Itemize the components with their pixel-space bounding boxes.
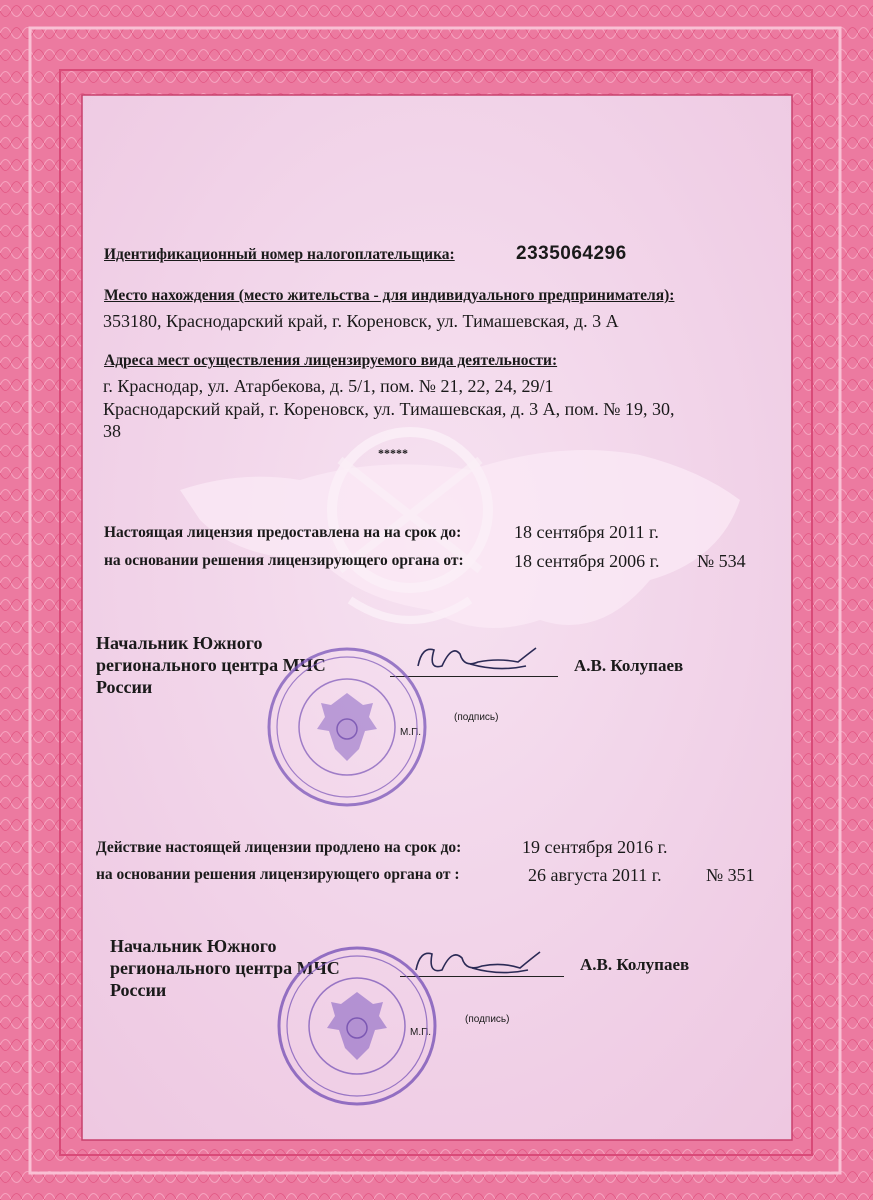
license-term-value: 18 сентября 2011 г. — [514, 522, 659, 542]
inn-value: 2335064296 — [516, 243, 627, 264]
license-basis-label: на основании решения лицензирующего органа от: — [104, 552, 464, 569]
official-stamp-2 — [275, 944, 440, 1109]
addresses-label: Адреса мест осуществления лицензируемого вида деятельности: — [104, 352, 558, 369]
extension-basis-date: 26 августа 2011 г. — [528, 865, 662, 885]
official-stamp-1 — [265, 645, 430, 810]
license-basis-number: № 534 — [697, 551, 746, 571]
signatory-name-2: А.В. Колупаев — [580, 955, 690, 974]
location-value: 353180, Краснодарский край, г. Кореновск, ул. Тимашевская, д. 3 А — [103, 311, 619, 331]
separator-stars: ***** — [378, 446, 408, 460]
stamp-caption-1: М.П. — [400, 727, 422, 738]
sign-caption-2: (подпись) — [465, 1014, 510, 1025]
signatory-name-1: А.В. Колупаев — [574, 656, 684, 675]
extension-basis-label: на основании решения лицензирующего органа от : — [96, 866, 460, 883]
signatory-title-2: Начальник Южного регионального центра МЧС России — [110, 936, 340, 1000]
address-line-3: 38 — [103, 421, 121, 441]
extension-term-value: 19 сентября 2016 г. — [522, 837, 668, 857]
extension-term-label: Действие настоящей лицензии продлено на срок до: — [96, 839, 462, 856]
signatory-title-1: Начальник Южного регионального центра МЧС России — [96, 633, 326, 697]
extension-basis-number: № 351 — [706, 865, 755, 885]
license-term-label: Настоящая лицензия предоставлена на на срок до: — [104, 524, 462, 541]
location-label: Место нахождения (место жительства - для индивидуального предпринимателя): — [104, 287, 675, 304]
stamp-caption-2: М.П. — [410, 1027, 432, 1038]
address-line-1: г. Краснодар, ул. Атарбекова, д. 5/1, пом. № 21, 22, 24, 29/1 — [103, 376, 554, 396]
address-line-2: Краснодарский край, г. Кореновск, ул. Тимашевская, д. 3 А, пом. № 19, 30, — [103, 399, 675, 419]
inn-label: Идентификационный номер налогоплательщика: — [104, 246, 455, 263]
license-basis-date: 18 сентября 2006 г. — [514, 551, 660, 571]
sign-caption-1: (подпись) — [454, 712, 499, 723]
